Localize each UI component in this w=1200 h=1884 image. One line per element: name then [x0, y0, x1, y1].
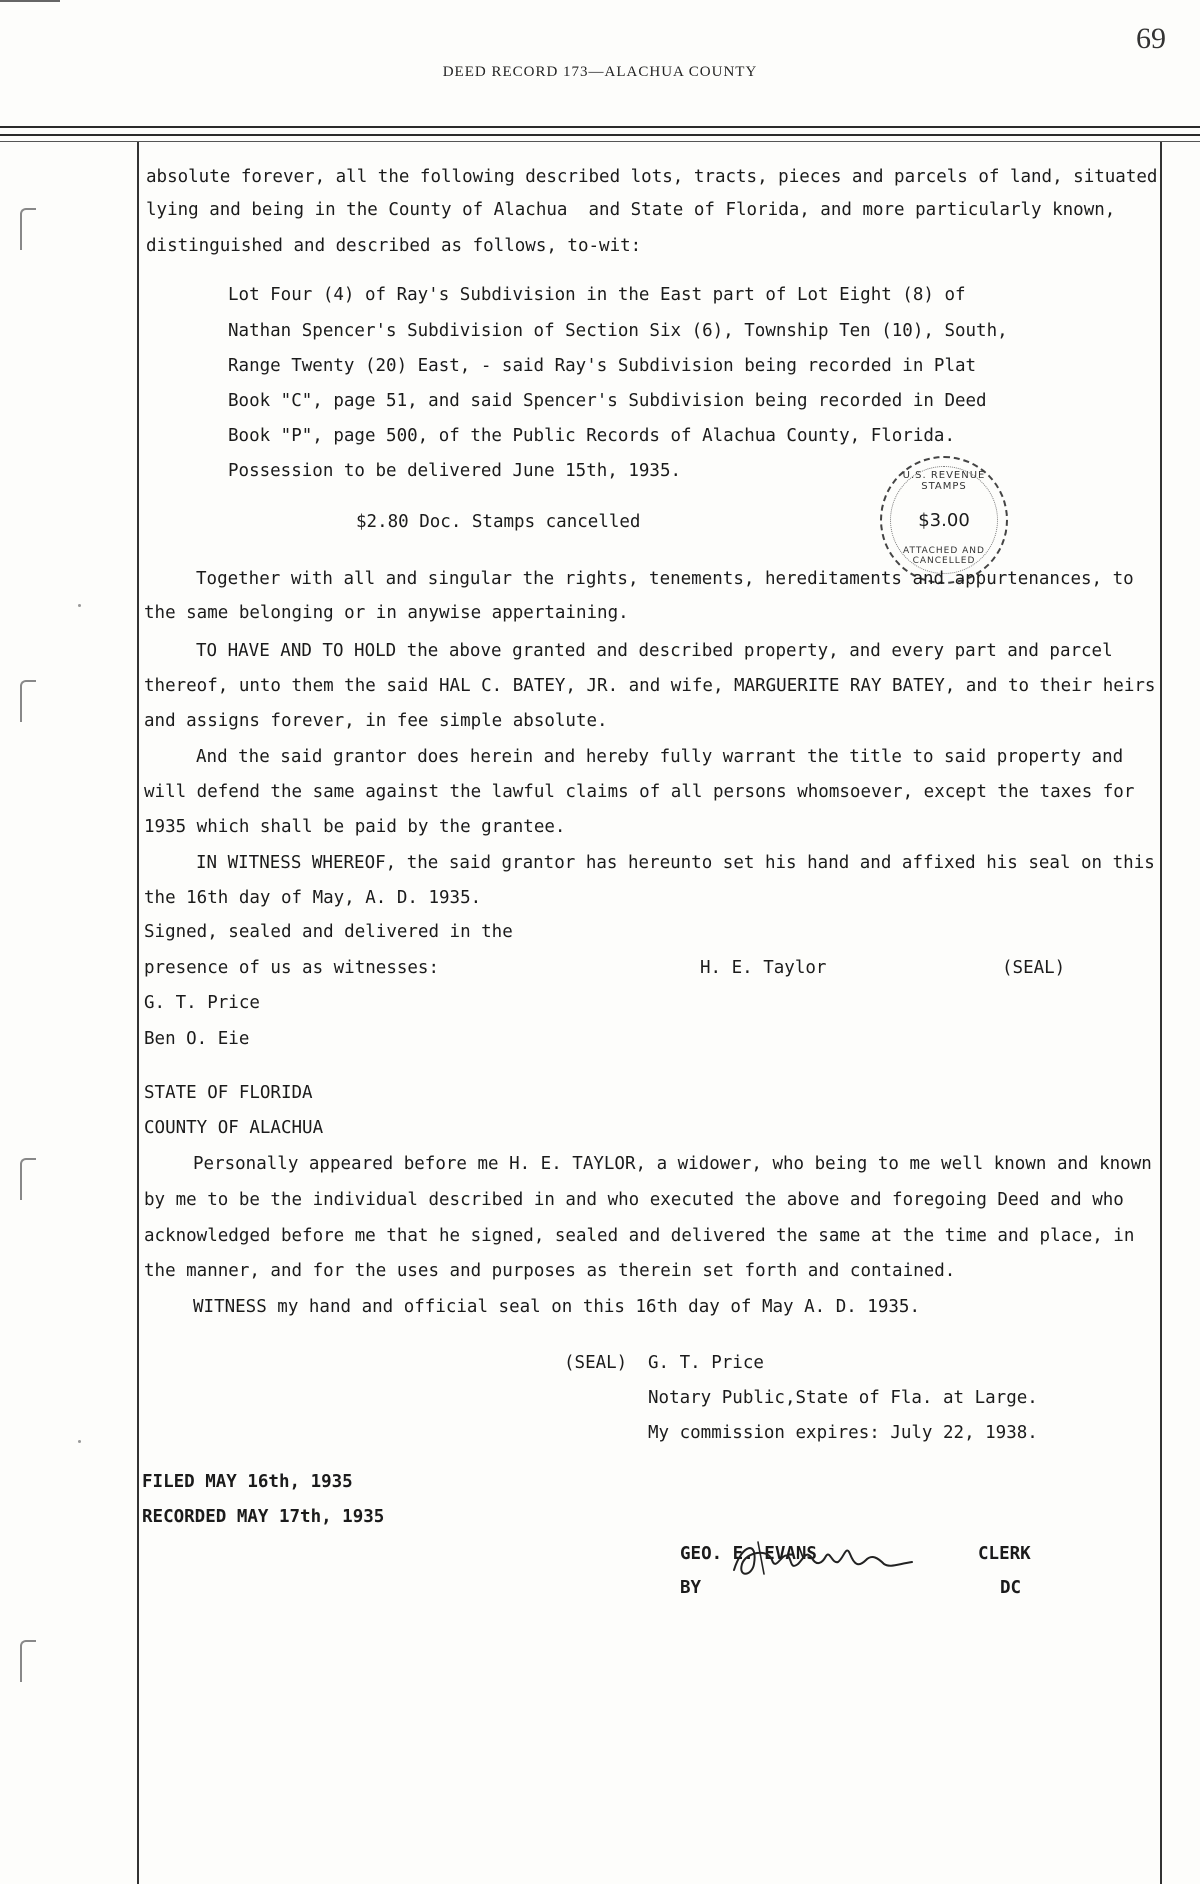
header-rule-middle: [0, 134, 1200, 136]
revenue-stamp-seal: [880, 456, 1008, 584]
property-description-line: Book "P", page 500, of the Public Records of Alachua County, Florida.: [228, 426, 955, 446]
header-rule-bottom: [0, 141, 1200, 142]
left-column-line: [137, 142, 139, 1884]
header-rule-top: [0, 126, 1200, 128]
acknowledgment-line: the manner, and for the uses and purposes as therein set forth and contained.: [144, 1261, 956, 1281]
acknowledgment-county: COUNTY OF ALACHUA: [144, 1118, 324, 1138]
acknowledgment-line: Personally appeared before me H. E. TAYLOR, a widower, who being to me well known and known: [193, 1154, 1152, 1174]
warranty-line: 1935 which shall be paid by the grantee.: [144, 817, 566, 837]
witness-name: Ben O. Eie: [144, 1029, 250, 1049]
property-description-line: Lot Four (4) of Ray's Subdivision in the East part of Lot Eight (8) of: [228, 285, 966, 305]
acknowledgment-line: acknowledged before me that he signed, sealed and delivered the same at the time and place, in: [144, 1226, 1135, 1246]
property-description-line: Nathan Spencer's Subdivision of Section Six (6), Township Ten (10), South,: [228, 321, 1008, 341]
binding-hole-mark: [20, 1640, 36, 1682]
binding-hole-mark: [20, 208, 36, 250]
notary-commission: My commission expires: July 22, 1938.: [648, 1423, 1038, 1443]
right-column-line: [1160, 142, 1162, 1884]
notary-seal-label: (SEAL): [564, 1353, 628, 1373]
acknowledgment-line: by me to be the individual described in and who executed the above and foregoing Deed and who: [144, 1190, 1124, 1210]
deed-text-line: distinguished and described as follows, to-wit:: [146, 236, 642, 256]
warranty-line: will defend the same against the lawful claims of all persons whomsoever, except the taxes for: [144, 782, 1135, 802]
page-edge-mark: [0, 0, 60, 2]
margin-speck: [78, 1440, 81, 1443]
deputy-clerk-signature: [728, 1534, 918, 1584]
margin-speck: [78, 604, 81, 607]
habendum-line: thereof, unto them the said HAL C. BATEY, JR. and wife, MARGUERITE RAY BATEY, and to their heirs: [144, 676, 1156, 696]
stamp-top-text: U.S. REVENUE STAMPS: [902, 470, 986, 492]
clerk-name: GEO. E. EVANS: [680, 1544, 817, 1564]
deed-text-line: the same belonging or in anywise appertaining.: [144, 603, 629, 623]
stamp-value: $3.00: [918, 510, 970, 531]
binding-hole-mark: [20, 680, 36, 722]
notary-title: Notary Public,State of Fla. at Large.: [648, 1388, 1038, 1408]
property-description-line: Possession to be delivered June 15th, 1935.: [228, 461, 682, 481]
doc-stamps-note: $2.80 Doc. Stamps cancelled: [356, 512, 641, 532]
stamp-bottom-text: ATTACHED AND CANCELLED: [903, 546, 985, 566]
signed-sealed-line: presence of us as witnesses:: [144, 958, 440, 978]
filed-date: FILED MAY 16th, 1935: [142, 1472, 353, 1492]
property-description-line: Book "C", page 51, and said Spencer's Subdivision being recorded in Deed: [228, 391, 987, 411]
warranty-line: And the said grantor does herein and hereby fully warrant the title to said property and: [196, 747, 1124, 767]
deed-text-line: absolute forever, all the following described lots, tracts, pieces and parcels of land, situated: [146, 167, 1158, 187]
grantor-seal-label: (SEAL): [1002, 958, 1066, 978]
witness-clause-line: IN WITNESS WHEREOF, the said grantor has hereunto set his hand and affixed his seal on this: [196, 853, 1155, 873]
habendum-line: and assigns forever, in fee simple absolute.: [144, 711, 608, 731]
by-label: BY: [680, 1578, 702, 1598]
grantor-signature-name: H. E. Taylor: [700, 958, 827, 978]
deed-text-line: Together with all and singular the rights, tenements, hereditaments and appurtenances, to: [196, 569, 1134, 589]
recorded-date: RECORDED MAY 17th, 1935: [142, 1507, 385, 1527]
acknowledgment-state: STATE OF FLORIDA: [144, 1083, 313, 1103]
clerk-title: CLERK: [978, 1544, 1031, 1564]
signed-sealed-line: Signed, sealed and delivered in the: [144, 922, 513, 942]
deputy-clerk-label: DC: [1000, 1578, 1022, 1598]
page-number: 69: [1136, 22, 1166, 55]
page-title: DEED RECORD 173—ALACHUA COUNTY: [442, 64, 758, 80]
habendum-line: TO HAVE AND TO HOLD the above granted and described property, and every part and parcel: [196, 641, 1113, 661]
binding-hole-mark: [20, 1158, 36, 1200]
notary-name: G. T. Price: [648, 1353, 764, 1373]
notary-witness-line: WITNESS my hand and official seal on this 16th day of May A. D. 1935.: [193, 1297, 920, 1317]
property-description-line: Range Twenty (20) East, - said Ray's Subdivision being recorded in Plat: [228, 356, 977, 376]
witness-clause-line: the 16th day of May, A. D. 1935.: [144, 888, 482, 908]
deed-text-line: lying and being in the County of Alachua and State of Florida, and more particularly known,: [146, 200, 1116, 220]
witness-name: G. T. Price: [144, 993, 260, 1013]
